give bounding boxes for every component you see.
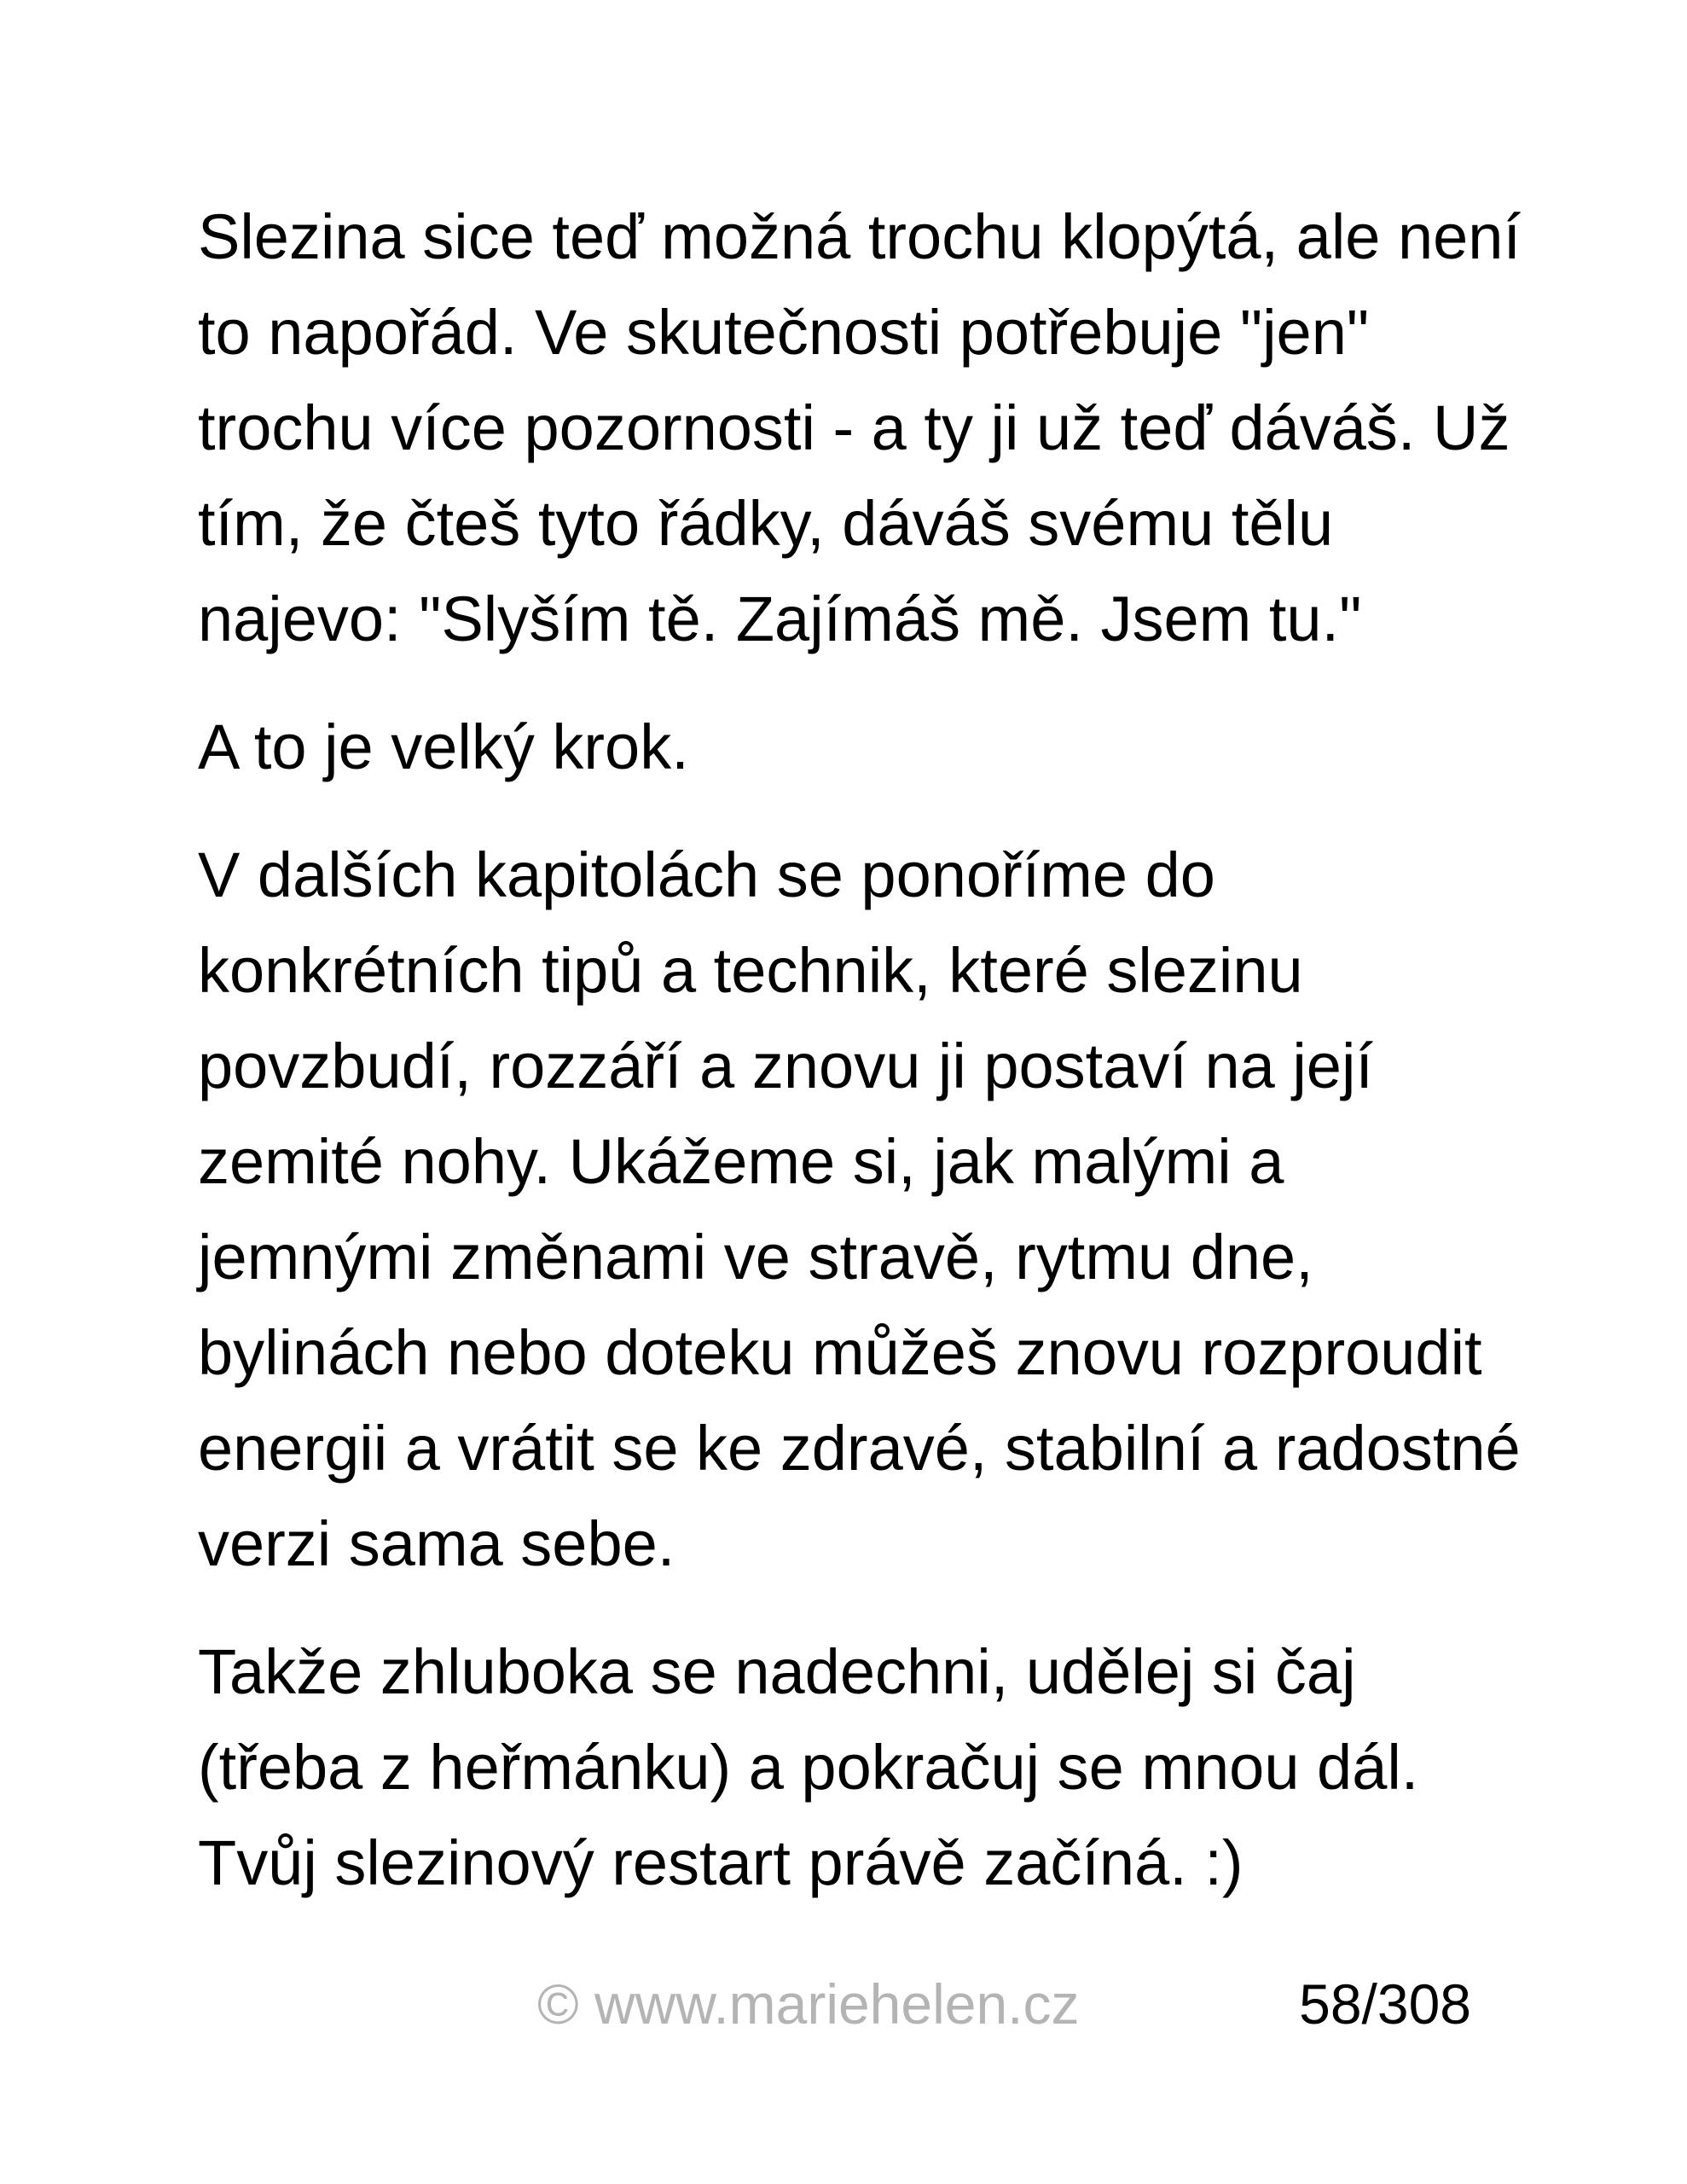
text-line: energii a vrátit se ke zdravé, stabilní a radostné [198,1413,1521,1484]
text-line: Slezina sice teď možná trochu klopýtá, ale není [198,201,1522,272]
text-line: jemnými změnami ve stravě, rytmu dne, [198,1222,1313,1292]
text-line: verzi sama sebe. [198,1508,675,1579]
text-line: to napořád. Ve skutečnosti potřebuje "jen" [198,297,1370,368]
text-line: povzbudí, rozzáří a znovu ji postaví na její [198,1031,1373,1101]
text-line: A to je velký krok. [198,712,689,782]
text-line: Takže zhluboka se nadechni, udělej si čaj [198,1636,1356,1707]
paragraph-4 [198,1624,1537,1911]
text-line: konkrétních tipů a technik, které slezinu [198,935,1303,1006]
page-number: 58/308 [1299,1972,1471,2036]
copyright-text: © www.mariehelen.cz [537,1972,1080,2036]
paragraph-1 [198,189,1537,667]
text-line: najevo: "Slyším tě. Zajímáš mě. Jsem tu." [198,584,1362,654]
text-line: (třeba z heřmánku) a pokračuj se mnou dál. [198,1732,1419,1803]
paragraph-2 [198,700,1537,795]
text-line: Tvůj slezinový restart právě začíná. :) [198,1827,1244,1898]
text-line: trochu více pozornosti - a ty ji už teď dáváš. Už [198,392,1510,463]
paragraph-3 [198,828,1537,1592]
text-line: zemité nohy. Ukážeme si, jak malými a [198,1126,1284,1197]
page-text [198,189,1537,1943]
text-line: tím, že čteš tyto řádky, dáváš svému tělu [198,488,1334,559]
text-line: V dalších kapitolách se ponoříme do [198,839,1215,910]
text-line: bylinách nebo doteku můžeš znovu rozproudit [198,1317,1482,1388]
page-footer [0,1972,1687,2053]
